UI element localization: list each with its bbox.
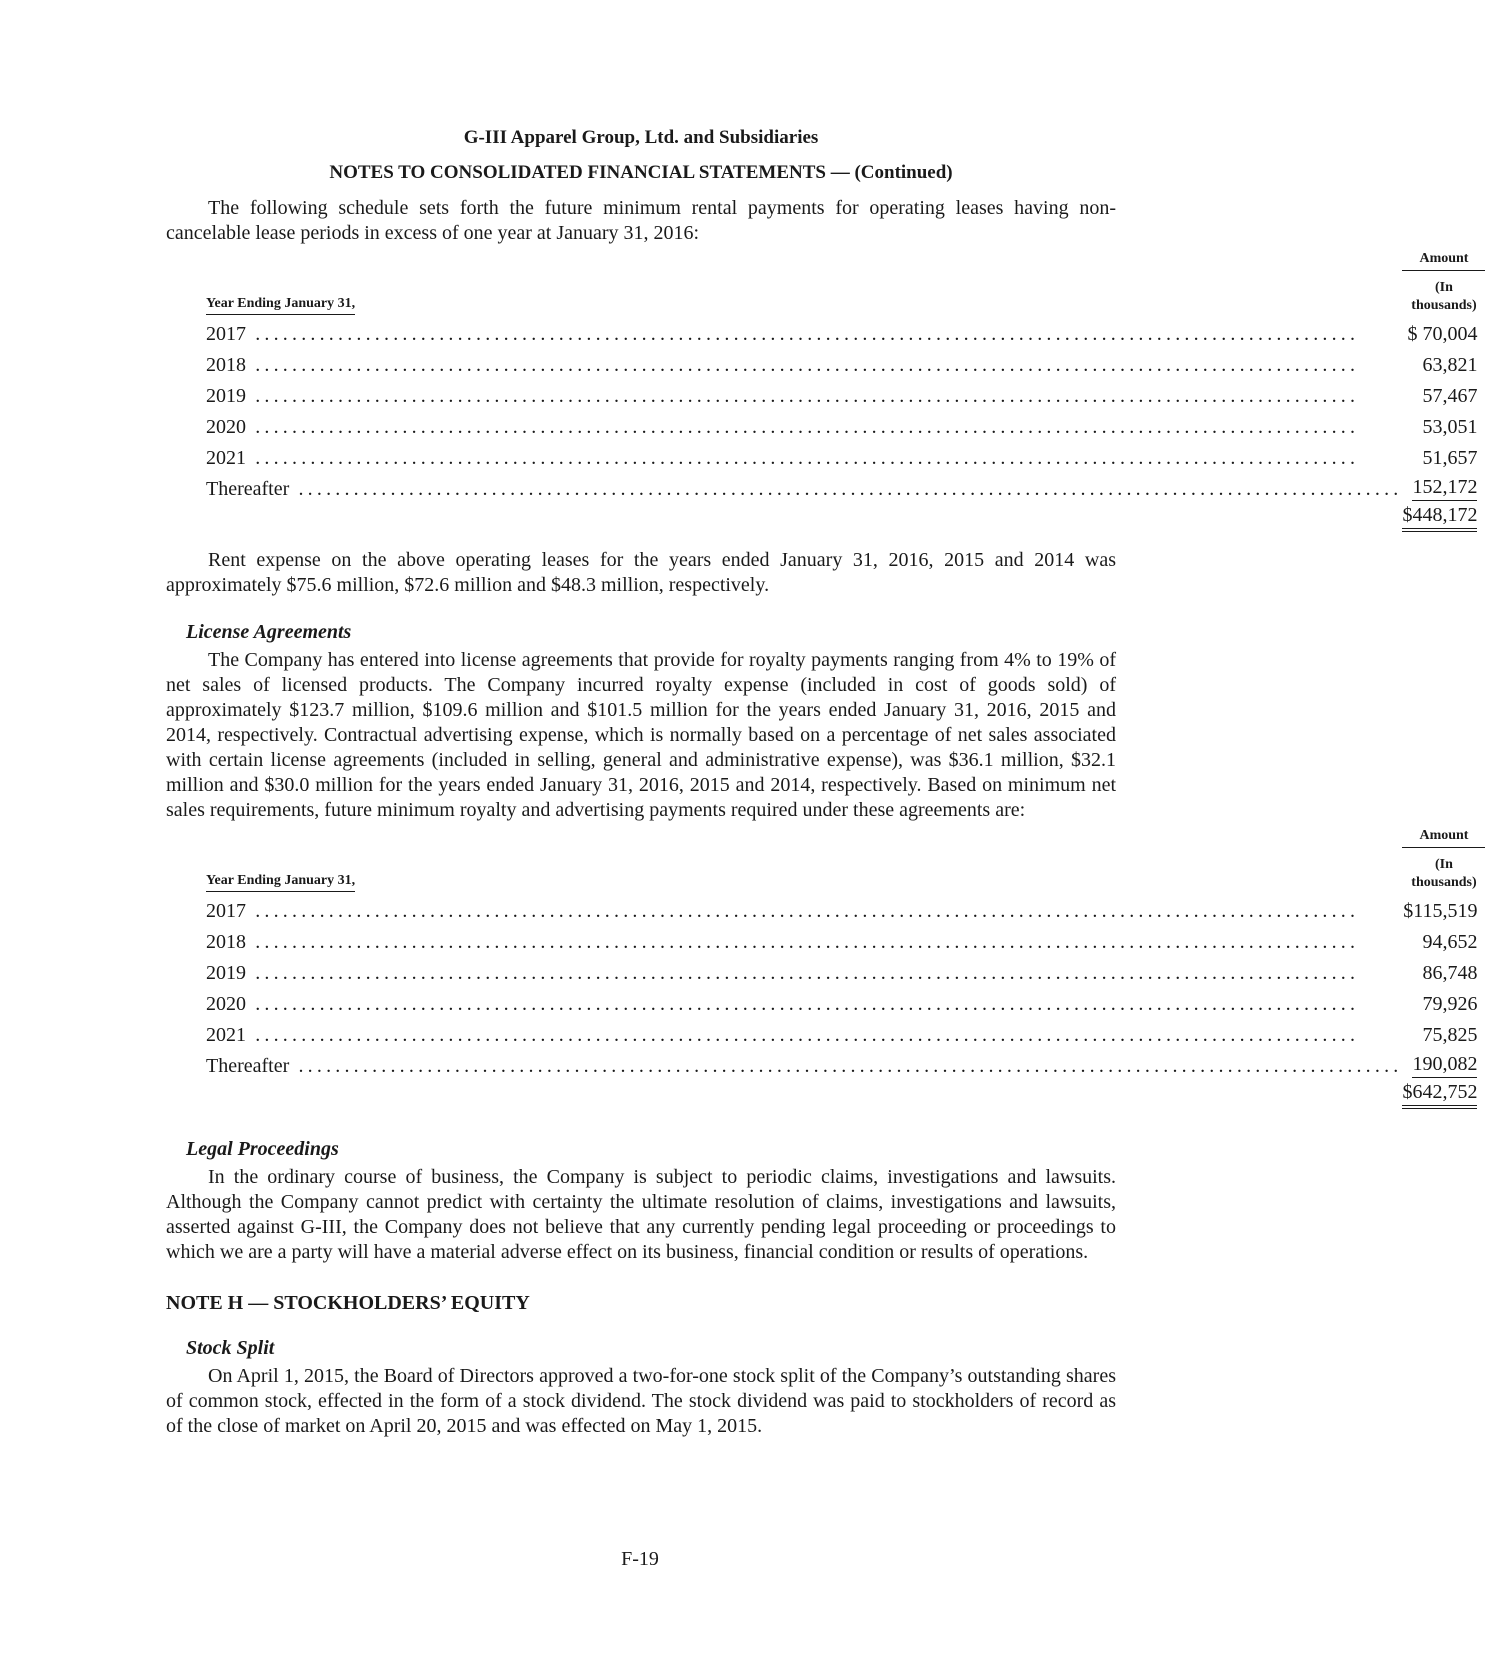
note-h-heading: NOTE H — STOCKHOLDERS’ EQUITY xyxy=(166,1292,530,1314)
amount-value: $ 70,004 xyxy=(1407,323,1478,345)
year-label: Thereafter ........................................................................................................................ xyxy=(206,1055,1403,1077)
amount-value: 190,082 xyxy=(1402,1047,1485,1078)
table-row xyxy=(206,1047,1485,1078)
amount-value: 75,825 xyxy=(1422,1024,1478,1046)
total-row xyxy=(206,1078,1485,1109)
stock-split-heading: Stock Split xyxy=(186,1337,275,1359)
amount-value: 86,748 xyxy=(1422,962,1478,984)
amount-value: 57,467 xyxy=(1422,385,1478,407)
table-row xyxy=(206,470,1485,501)
table-row xyxy=(206,892,1485,923)
amount-column-header: Amount (In thousands) xyxy=(1402,250,1485,315)
year-label: 2021 ........................................................................................................................ xyxy=(206,1024,1360,1046)
stock-split-paragraph: On April 1, 2015, the Board of Directors approved a two-for-one stock split of the Company’s outstanding shares of common stock, effected in the form of a stock dividend. The stock dividend was paid to stockholders of record as of the close of market on April 20, 2015 and was effected on May 1, 2015. xyxy=(166,1365,1116,1437)
year-label: 2019 ........................................................................................................................ xyxy=(206,962,1360,984)
year-label: 2020 ........................................................................................................................ xyxy=(206,993,1360,1015)
table-row xyxy=(206,1016,1485,1047)
amount-value: 53,051 xyxy=(1422,416,1478,438)
license-agreements-paragraph: The Company has entered into license agreements that provide for royalty payments ranging from 4% to 19% of net sales of licensed products. The Company incurred royalty expense (included in cost of goods sold) of approximately $123.7 million, $109.6 million and $101.5 million for the years ended January 31, 2016, 2015 and 2014, respectively. Contractual advertising expense, which is normally based on a percentage of net sales associated with certain license agreements (included in selling, general and administrative expense), was $36.1 million, $32.1 million and $30.0 million for the years ended January 31, 2016, 2015 and 2014, respectively. Based on minimum net sales requirements, future minimum royalty and advertising payments required under these agreements are: xyxy=(166,649,1116,821)
amount-value: 79,926 xyxy=(1422,993,1478,1015)
year-label: 2018 ........................................................................................................................ xyxy=(206,931,1360,953)
total-value: $448,172 xyxy=(1402,501,1485,532)
table-header-row xyxy=(206,250,1485,315)
royalty-schedule-table xyxy=(206,827,1485,1109)
table-row xyxy=(206,315,1485,346)
table-row xyxy=(206,408,1485,439)
amount-value: 94,652 xyxy=(1422,931,1478,953)
year-label: 2017 ........................................................................................................................ xyxy=(206,900,1360,922)
rental-intro-paragraph: The following schedule sets forth the future minimum rental payments for operating leases having non-cancelable lease periods in excess of one year at January 31, 2016: xyxy=(166,197,1116,244)
legal-proceedings-paragraph: In the ordinary course of business, the Company is subject to periodic claims, investigations and lawsuits. Although the Company cannot predict with certainty the ultimate resolution of claims, investigations and lawsuits, asserted against G-III, the Company does not believe that any currently pending legal proceeding or proceedings to which we are a party will have a material adverse effect on its business, financial condition or results of operations. xyxy=(166,1166,1116,1263)
table-row xyxy=(206,954,1485,985)
table-row xyxy=(206,923,1485,954)
year-label: 2021 ........................................................................................................................ xyxy=(206,447,1360,469)
page-number: F-19 xyxy=(621,1548,659,1570)
table-row xyxy=(206,439,1485,470)
table-header-row xyxy=(206,827,1485,892)
table-row xyxy=(206,346,1485,377)
total-row xyxy=(206,501,1485,532)
section-title: NOTES TO CONSOLIDATED FINANCIAL STATEMENTS — (Continued) xyxy=(329,162,953,183)
amount-value: 152,172 xyxy=(1402,470,1485,501)
legal-proceedings-heading: Legal Proceedings xyxy=(186,1138,339,1160)
table-row xyxy=(206,377,1485,408)
total-value: $642,752 xyxy=(1402,1078,1485,1109)
year-label: 2020 ........................................................................................................................ xyxy=(206,416,1360,438)
company-name: G-III Apparel Group, Ltd. and Subsidiaries xyxy=(463,127,819,148)
year-column-header: Year Ending January 31, xyxy=(206,250,1402,315)
document-page xyxy=(166,0,1478,1439)
rent-expense-paragraph: Rent expense on the above operating leases for the years ended January 31, 2016, 2015 and 2014 was approximately $75.6 million, $72.6 million and $48.3 million, respectively. xyxy=(166,549,1116,596)
year-column-header: Year Ending January 31, xyxy=(206,827,1402,892)
amount-value: $115,519 xyxy=(1403,900,1478,922)
license-agreements-heading: License Agreements xyxy=(186,621,352,643)
year-label: Thereafter ........................................................................................................................ xyxy=(206,478,1403,500)
rental-schedule-table xyxy=(206,250,1485,532)
amount-column-header: Amount (In thousands) xyxy=(1402,827,1485,892)
table-row xyxy=(206,985,1485,1016)
year-label: 2018 ........................................................................................................................ xyxy=(206,354,1360,376)
year-label: 2017 ........................................................................................................................ xyxy=(206,323,1360,345)
amount-value: 63,821 xyxy=(1422,354,1478,376)
year-label: 2019 ........................................................................................................................ xyxy=(206,385,1360,407)
amount-value: 51,657 xyxy=(1422,447,1478,469)
